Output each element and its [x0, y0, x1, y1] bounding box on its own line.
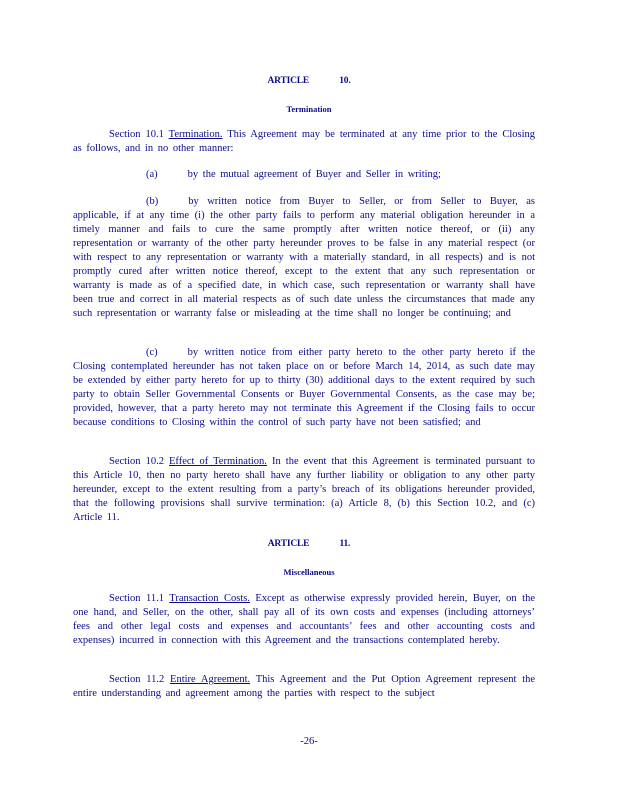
section-10-2	[73, 455, 535, 525]
clause-text: by the mutual agreement of Buyer and Seller in writing;	[187, 169, 441, 180]
clause-label: (b)	[146, 196, 159, 207]
clause-text: by written notice from either party hereto to the other party hereto if the Closing contemplated hereunder has not taken place on or before March 14, 2014, as such date may be extended by either party hereto for up to thirty (30) additional days to the extent required by such party to obtain Seller Governmental Consents or Buyer Governmental Consents, as the case may be; provided, however, that a party hereto may not terminate this Agreement if the Closing fails to occur because conditions to Closing within the control of such party have not been satisfied; and	[73, 347, 535, 428]
article-10-heading	[0, 76, 618, 86]
section-11-1	[73, 592, 535, 648]
section-label: Section	[109, 593, 141, 604]
section-text: This Agreement and the Put Option Agreement represent the entire understanding and agreement among the parties with respect to the subject	[73, 674, 536, 699]
article-label: ARTICLE	[267, 76, 310, 86]
section-label: Section	[109, 456, 141, 467]
clause-b	[73, 195, 535, 321]
section-number: 11.1	[145, 593, 164, 604]
section-number: 10.2	[145, 456, 164, 467]
section-text: This Agreement may be terminated at any time prior to the Closing as follows, and in no other manner:	[73, 129, 536, 154]
section-11-2	[73, 673, 535, 701]
article-label: ARTICLE	[267, 539, 310, 549]
article-number: 10.	[339, 76, 351, 86]
article-number: 11.	[339, 539, 351, 549]
page-number: -26-	[300, 736, 318, 747]
article-10-title: Termination	[286, 104, 332, 114]
clause-c	[73, 346, 535, 430]
section-label: Section	[109, 674, 141, 685]
section-heading: Transaction Costs.	[169, 593, 250, 604]
article-11-title: Miscellaneous	[283, 567, 335, 577]
section-heading: Entire Agreement.	[170, 674, 251, 685]
section-number: 10.1	[145, 129, 164, 140]
clause-text: by written notice from Buyer to Seller, or from Seller to Buyer, as applicable, if at any time (i) the other party fails to perform any material obligation hereunder in a timely manner and fails to cure the same promptly after written notice thereof, or (ii) any representation or warranty of the other party hereunder proves to be false in any material respect (or with respect to any representation or warranty with a materially standard, in all respects) and is not promptly cured after written notice thereof, except to the extent that any such representation or warranty is made as of a specified date, in which case, such representation or warranty shall have been true and correct in all material respects as of such date unless the circumstances that made any such representation or warranty false or misleading at the time shall no longer be continuing; and	[73, 196, 535, 319]
section-text: In the event that this Agreement is terminated pursuant to this Article 10, then no party hereto shall have any further liability or obligation to any other party hereunder, except to the extent resulting from a party’s breach of its obligations hereunder provided, that the following provisions shall survive termination: (a) Article 8, (b) this Section 10.2, and (c) Article 11.	[73, 456, 536, 523]
section-number: 11.2	[146, 674, 165, 685]
article-11-heading	[0, 539, 618, 549]
section-label: Section	[109, 129, 141, 140]
section-10-1	[73, 128, 535, 156]
section-heading: Effect of Termination.	[169, 456, 267, 467]
section-text: Except as otherwise expressly provided herein, Buyer, on the one hand, and Seller, on the other, shall pay all of its own costs and expenses (including attorneys’ fees and other legal costs and expenses and accountants’ fees and other accounting costs and expenses) incurred in connection with this Agreement and the transactions contemplated hereby.	[73, 593, 535, 646]
clause-a	[73, 168, 535, 182]
clause-label: (c)	[146, 347, 158, 358]
clause-label: (a)	[146, 169, 158, 180]
section-heading: Termination.	[168, 129, 223, 140]
